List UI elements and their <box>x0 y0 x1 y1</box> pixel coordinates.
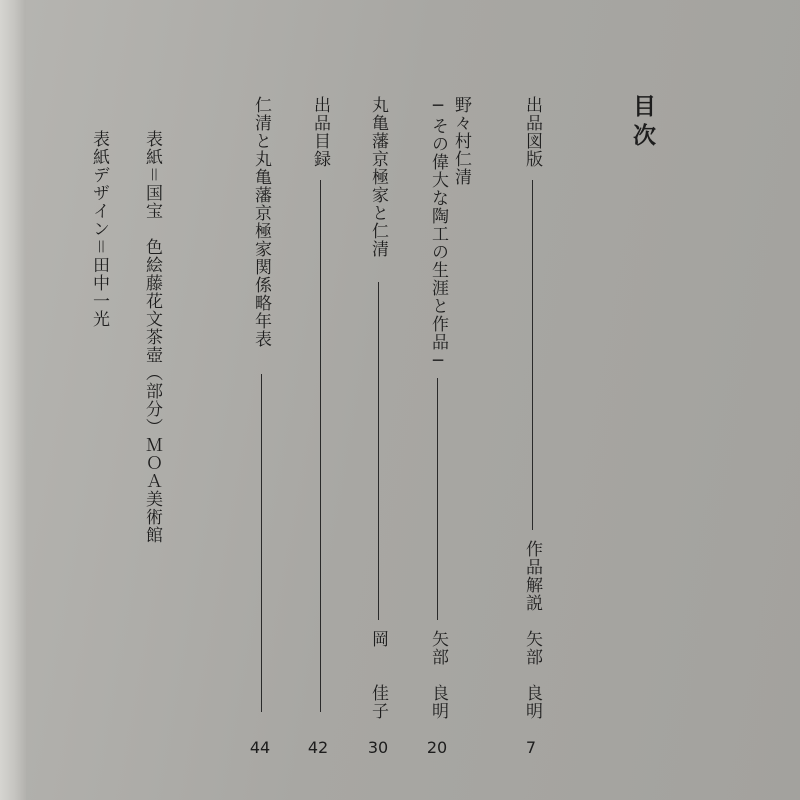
page-number: 20 <box>426 738 448 757</box>
toc-entry-title-ninsei: 野々村仁清 <box>451 96 471 186</box>
leader-line <box>320 180 321 712</box>
cover-design-credit: 表紙デザイン＝田中一光 <box>89 130 109 328</box>
toc-entry-title-catalog: 出品目録 <box>310 96 330 168</box>
leader-line <box>437 378 438 620</box>
toc-entry-author-plates: 作品解説 矢部 良明 <box>522 540 542 720</box>
toc-entry-subtitle-ninsei: ─その偉大な陶工の生涯と作品─ <box>428 96 448 372</box>
toc-entry-title-plates: 出品図版 <box>522 96 542 168</box>
page-number: 42 <box>307 738 329 757</box>
page-number: 30 <box>367 738 389 757</box>
toc-entry-author-ninsei: 矢部 良明 <box>428 630 448 720</box>
page-number: 7 <box>525 738 537 757</box>
leader-line <box>532 180 533 530</box>
toc-entry-title-marugame: 丸亀藩京極家と仁清 <box>368 96 388 258</box>
toc-entry-title-chronology: 仁清と丸亀藩京極家関係略年表 <box>251 96 271 348</box>
leader-line <box>378 282 379 620</box>
cover-artwork-credit: 表紙＝国宝 色絵藤花文茶壺（部分）ＭＯＡ美術館 <box>142 130 162 544</box>
toc-entry-author-marugame: 岡 佳子 <box>368 630 388 720</box>
leader-line <box>261 374 262 712</box>
page-title: 目次 <box>629 94 656 152</box>
page-number: 44 <box>249 738 271 757</box>
